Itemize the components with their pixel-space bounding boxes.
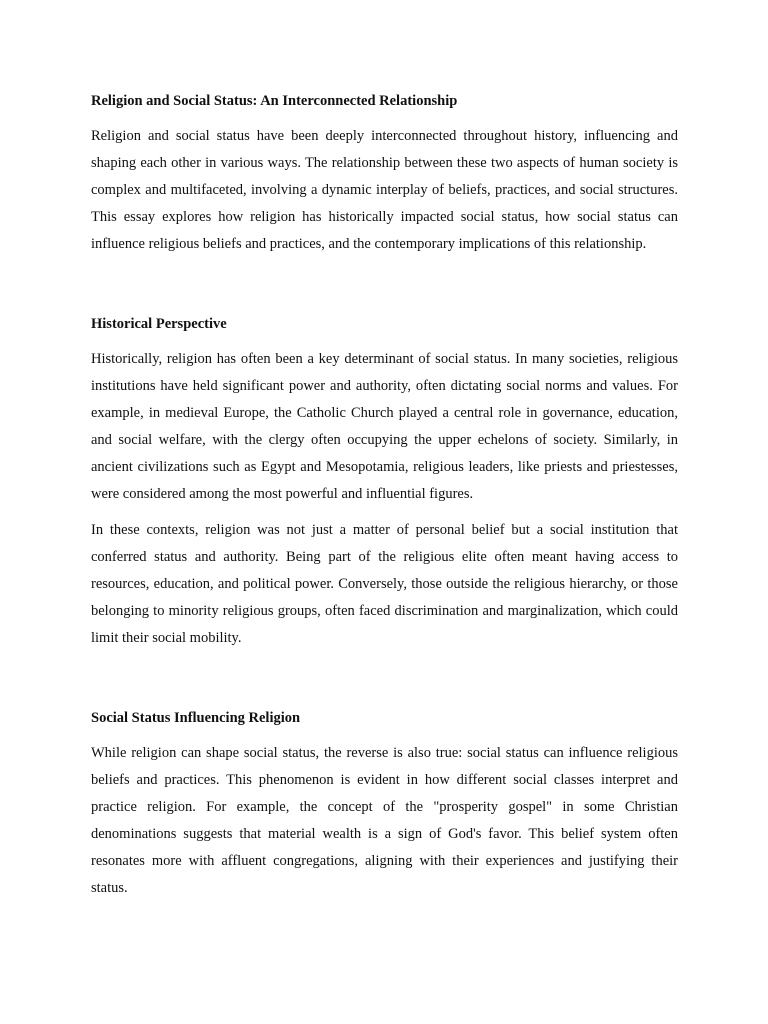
historical-paragraph-1: Historically, religion has often been a key determinant of social status. In many societies, religious institutions have held significant power and authority, often dictating social norms and values. For example, in medieval Europe, the Catholic Church played a central role in governance, education, and social welfare, with the clergy often occupying the upper echelons of society. Similarly, in ancient civilizations such as Egypt and Mesopotamia, religious leaders, like priests and priestesses, were considered among the most powerful and influential figures. xyxy=(91,351,678,502)
section-heading-historical-perspective: Historical Perspective xyxy=(91,316,227,332)
section-heading-social-status-influencing-religion: Social Status Influencing Religion xyxy=(91,710,301,726)
document-body xyxy=(91,88,678,911)
social-status-paragraph-1: While religion can shape social status, the reverse is also true: social status can influence religious beliefs and practices. This phenomenon is evident in how different social classes interpret and practice religion. For example, the concept of the "prosperity gospel" in some Christian denominations suggests that material wealth is a sign of God's favor. This belief system often resonates more with affluent congregations, aligning with their experiences and justifying their status. xyxy=(91,745,678,896)
historical-paragraph-2: In these contexts, religion was not just a matter of personal belief but a social institution that conferred status and authority. Being part of the religious elite often meant having access to resources, education, and political power. Conversely, those outside the religious hierarchy, or those belonging to minority religious groups, often faced discrimination and marginalization, which could limit their social mobility. xyxy=(91,522,678,646)
section-spacer xyxy=(91,661,678,705)
document-title: Religion and Social Status: An Interconnected Relationship xyxy=(91,93,458,109)
intro-paragraph: Religion and social status have been deeply interconnected throughout history, influencing and shaping each other in various ways. The relationship between these two aspects of human society is complex and multifaceted, involving a dynamic interplay of beliefs, practices, and social structures. This essay explores how religion has historically impacted social status, how social status can influence religious beliefs and practices, and the contemporary implications of this relationship. xyxy=(91,128,678,252)
section-spacer xyxy=(91,267,678,311)
